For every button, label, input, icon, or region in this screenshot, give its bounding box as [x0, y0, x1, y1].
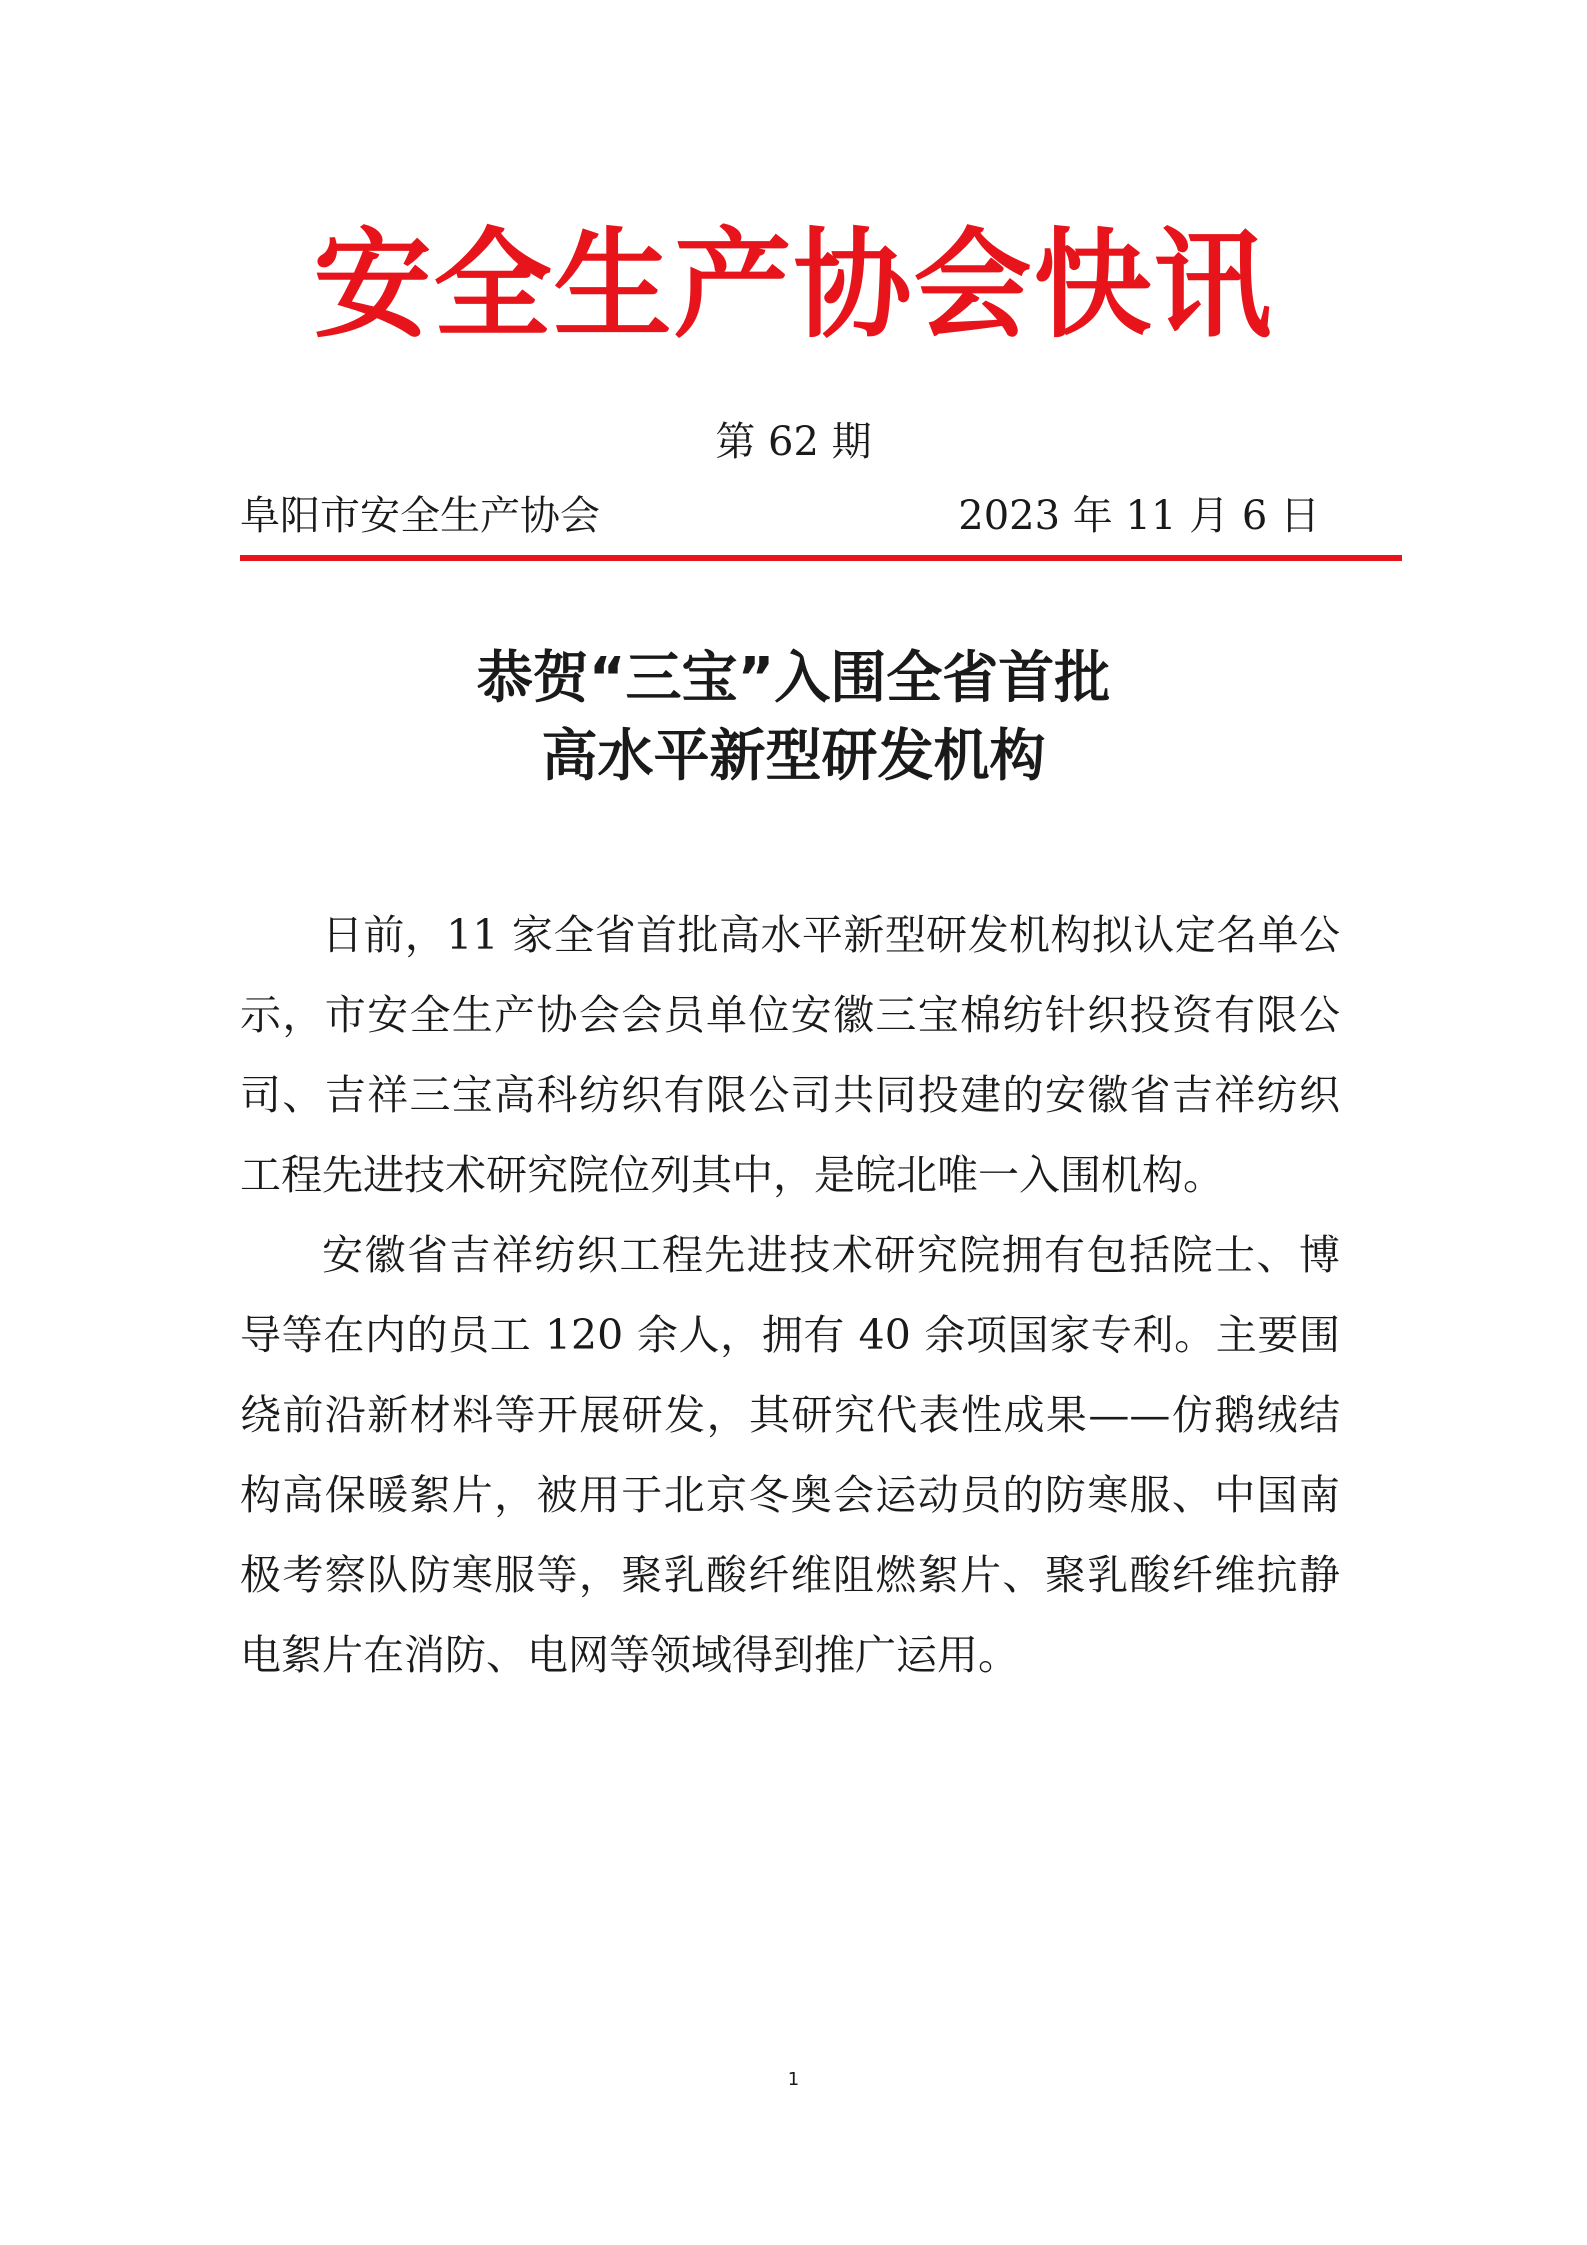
organization-name: 阜阳市安全生产协会	[240, 493, 600, 539]
headline-line-2: 高水平新型研发机构	[541, 724, 1046, 789]
body-paragraph-2: 安徽省吉祥纺织工程先进技术研究院拥有包括院士、博导等在内的员工 120 余人，拥有 40 余项国家专利。主要围绕前沿新材料等开展研发，其研究代表性成果——仿鹅绒结构高保暖絮片，被用于北京冬奥会运动员的防寒服、中国南极考察队防寒服等，聚乳酸纤维阻燃絮片、聚乳酸纤维抗静电絮片在消防、电网等领域得到推广运用。	[240, 1231, 1340, 1679]
masthead-title: 安全生产协会快讯	[313, 216, 1274, 354]
page-number: 1	[787, 2069, 800, 2090]
issue-date: 2023 年 11 月 6 日	[958, 493, 1320, 539]
article-headline	[0, 640, 1587, 796]
issue-number: 第 62 期	[715, 419, 872, 465]
masthead-meta-row	[240, 490, 1320, 542]
headline-line-1: 恭贺“三宝”入围全省首批	[476, 646, 1111, 711]
red-divider-rule	[240, 555, 1402, 561]
article-body	[240, 895, 1340, 1695]
body-paragraph-1: 日前，11 家全省首批高水平新型研发机构拟认定名单公示，市安全生产协会会员单位安徽三宝棉纺针织投资有限公司、吉祥三宝高科纺织有限公司共同投建的安徽省吉祥纺织工程先进技术研究院位列其中，是皖北唯一入围机构。	[240, 911, 1340, 1199]
